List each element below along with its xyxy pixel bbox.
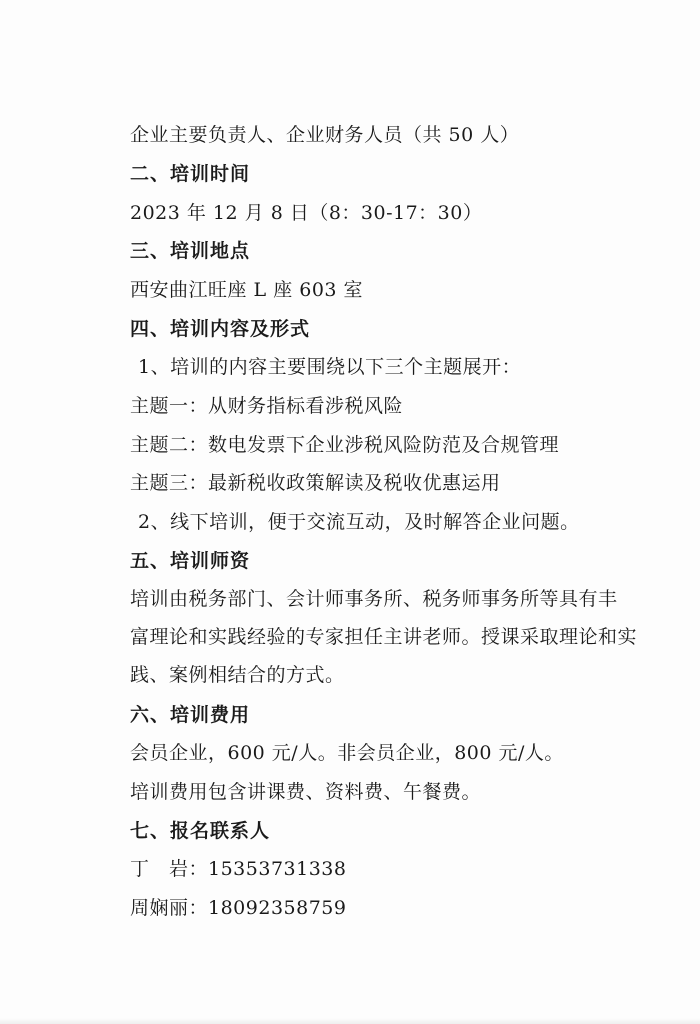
- fee-includes: 培训费用包含讲课费、资料费、午餐费。: [130, 781, 482, 803]
- section-heading-fees: 六、培训费用: [130, 704, 251, 726]
- section-heading-contacts: 七、报名联系人: [130, 820, 271, 842]
- target-audience-line: 企业主要负责人、企业财务人员（共 50 人）: [130, 124, 520, 146]
- fee-price: 会员企业，600 元/人。非会员企业，800 元/人。: [130, 742, 564, 764]
- section-heading-location: 三、培训地点: [130, 240, 251, 262]
- content-intro: 1、培训的内容主要围绕以下三个主题展开：: [138, 356, 522, 378]
- topic-one: 主题一：从财务指标看涉税风险: [130, 395, 404, 417]
- topic-three: 主题三：最新税收政策解读及税收优惠运用: [130, 472, 501, 494]
- teachers-paragraph: [130, 580, 690, 694]
- contact-person-1: 丁 岩：15353731338: [130, 858, 347, 880]
- training-location: 西安曲江旺座 L 座 603 室: [130, 279, 364, 301]
- section-heading-teachers: 五、培训师资: [130, 550, 251, 572]
- scan-bottom-edge: [0, 1018, 700, 1024]
- teachers-line-3: 践、案例相结合的方式。: [130, 664, 345, 686]
- teachers-line-1: 培训由税务部门、会计师事务所、税务师事务所等具有丰: [130, 588, 618, 610]
- section-heading-content: 四、培训内容及形式: [130, 318, 311, 340]
- topic-two: 主题二：数电发票下企业涉税风险防范及合规管理: [130, 434, 560, 456]
- contact-person-2: 周娴丽：18092358759: [130, 897, 347, 919]
- teachers-line-2: 富理论和实践经验的专家担任主讲老师。授课采取理论和实: [130, 626, 638, 648]
- section-heading-time: 二、培训时间: [130, 163, 251, 185]
- training-time: 2023 年 12 月 8 日（8：30-17：30）: [130, 202, 483, 224]
- training-format: 2、线下培训，便于交流互动，及时解答企业问题。: [138, 511, 580, 533]
